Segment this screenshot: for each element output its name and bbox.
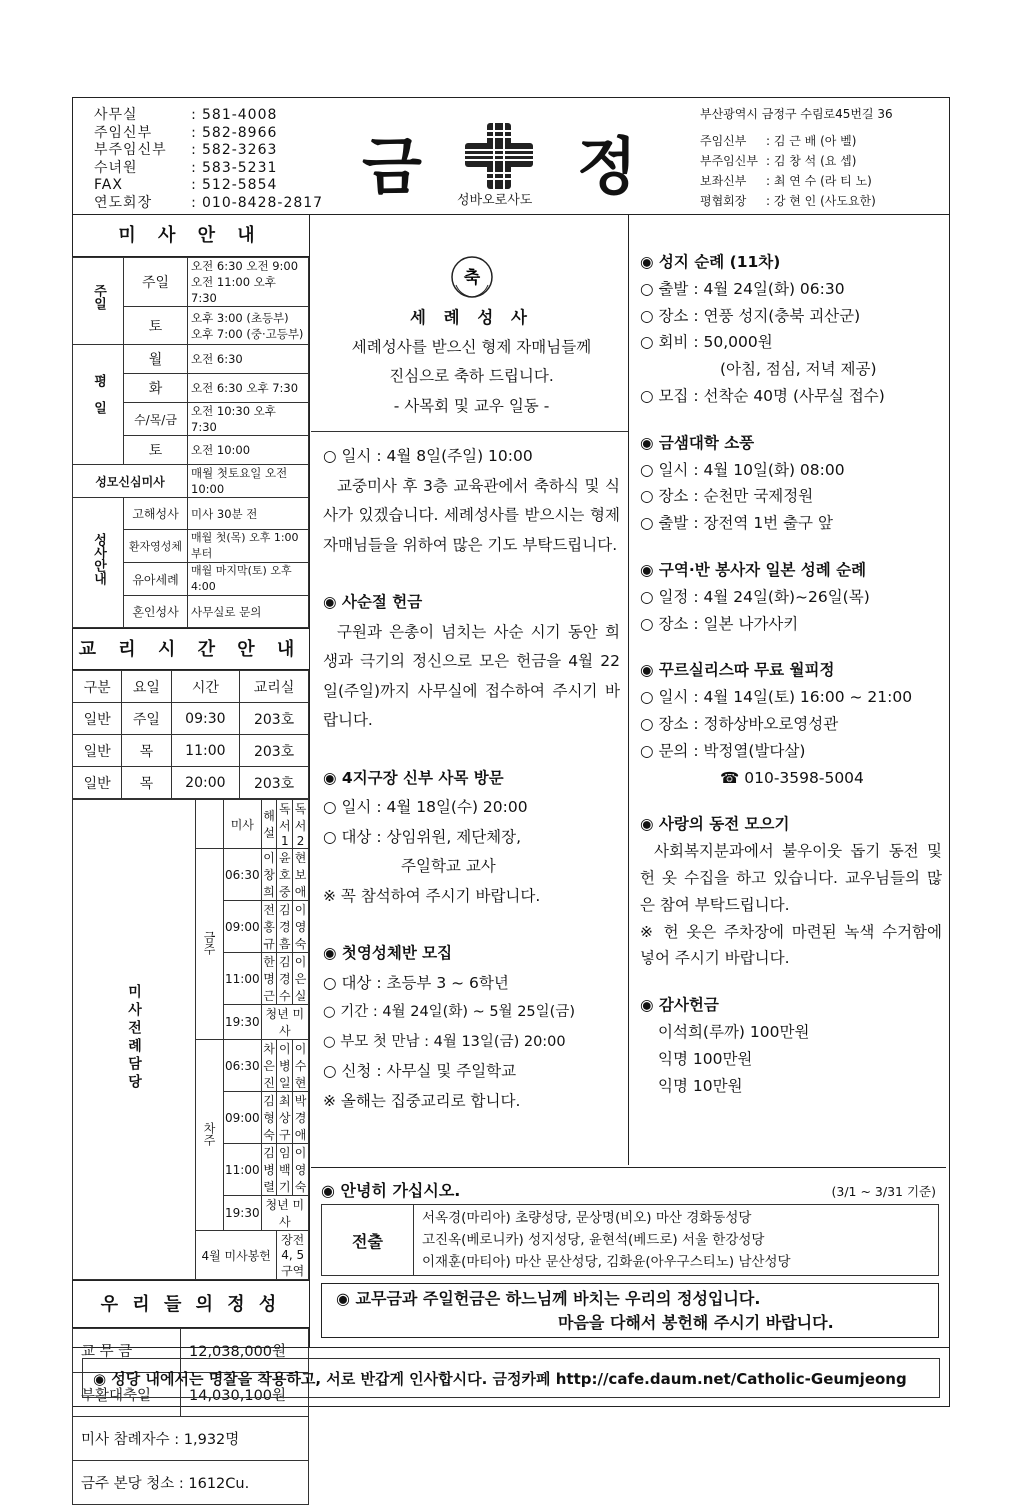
cursillo-phone: ☎ 010-3598-5004 bbox=[720, 768, 864, 787]
contact-row bbox=[94, 107, 323, 125]
sacraments-label-text: 성사안내 bbox=[91, 532, 106, 585]
table-cell: 19:30 bbox=[224, 1196, 262, 1231]
sacrament-name: 환자영성체 bbox=[124, 530, 188, 563]
picnic-line: ○ 일시 : 4월 10일(화) 08:00 bbox=[640, 460, 845, 479]
table-row bbox=[73, 258, 309, 307]
picnic-line: ○ 출발 : 장전역 1번 출구 앞 bbox=[640, 514, 833, 533]
offering-notice bbox=[321, 1283, 939, 1338]
badge-text: 축 bbox=[463, 268, 480, 288]
celebration-icon bbox=[450, 255, 494, 299]
table-cell: 203호 bbox=[240, 703, 309, 735]
right-column bbox=[630, 215, 948, 1165]
week-label-text: 금주 bbox=[202, 930, 216, 955]
baptism-title: 세 례 성 사 bbox=[410, 308, 533, 327]
footer bbox=[72, 1347, 950, 1407]
header-cell: 독서1 bbox=[277, 800, 293, 849]
cursillo-line: ○ 장소 : 정하상바오로영성관 bbox=[640, 714, 839, 733]
cursillo-line: ○ 문의 : 박정열(발다살) bbox=[640, 741, 806, 760]
transfer-label: 전출 bbox=[322, 1205, 414, 1275]
mass-guide-title: 미 사 안 내 bbox=[72, 215, 309, 257]
communion-line: ○ 대상 : 초등부 3 ~ 6학년 bbox=[323, 973, 509, 992]
coin-drive-note: ※ 헌 옷은 주차장에 마련된 녹색 수거함에 넣어 주시기 바랍니다. bbox=[640, 922, 942, 968]
pilgrimage-line: ○ 장소 : 연풍 성지(충북 괴산군) bbox=[640, 306, 861, 325]
sunday-label-text: 주일 bbox=[91, 284, 106, 310]
table-row bbox=[73, 1461, 309, 1505]
table-cell: 06:30 bbox=[224, 1040, 262, 1092]
table-row bbox=[73, 1417, 309, 1461]
day-cell: 월 bbox=[124, 345, 188, 374]
visit-line: ○ 대상 : 상임위원, 제단체장, bbox=[323, 827, 522, 846]
sacraments-label bbox=[73, 498, 124, 628]
time-cell: 오전 10:00 bbox=[188, 436, 309, 465]
colon: : bbox=[191, 177, 197, 193]
lent-offering-body: 구원과 은총이 넘치는 사순 시기 동안 희생과 극기의 정신으로 모은 헌금을 4월 22일(주일)까지 사무실에 접수하여 주시기 바랍니다. bbox=[323, 622, 620, 729]
contact-value: 010-8428-2817 bbox=[202, 194, 324, 211]
table-cell: 청년 미사 bbox=[261, 1005, 308, 1040]
transfer-box bbox=[321, 1204, 939, 1276]
mass-schedule-table bbox=[72, 257, 309, 628]
colon: : bbox=[191, 142, 197, 158]
picnic-line: ○ 장소 : 순천만 국제정원 bbox=[640, 487, 814, 506]
colon: : bbox=[191, 194, 197, 211]
time-cell: 오전 6:30 오후 7:30 bbox=[188, 374, 309, 403]
contact-label: 부주임신부 bbox=[94, 142, 167, 158]
staff-value: : 최 연 수 (라 티 노) bbox=[766, 174, 872, 188]
staff-value: : 김 창 석 (요 셉) bbox=[766, 154, 857, 168]
time-cell bbox=[188, 258, 309, 307]
communion-line: ○ 기간 : 4월 24일(화) ~ 5월 25일(금) bbox=[323, 1004, 575, 1020]
header-cell: 독서2 bbox=[293, 800, 309, 849]
table-cell: 일반 bbox=[73, 767, 122, 799]
table-cell: 이창희 bbox=[261, 849, 277, 901]
parish-address: 부산광역시 금정구 수림로45번길 36 bbox=[700, 107, 893, 121]
table-cell: 최상구 bbox=[277, 1092, 293, 1144]
farewell-date: (3/1 ~ 3/31 기준) bbox=[831, 1184, 936, 1199]
lent-offering-title: ◉ 사순절 헌금 bbox=[323, 593, 423, 611]
coin-drive-title: ◉ 사랑의 동전 모으기 bbox=[640, 815, 790, 834]
pilgrimage-line: (아침, 점심, 저녁 제공) bbox=[720, 360, 877, 379]
table-cell: 11:00 bbox=[224, 1144, 262, 1196]
sacrament-time: 매월 첫(목) 오후 1:00부터 bbox=[188, 530, 309, 563]
table-cell: 이은실 bbox=[293, 953, 309, 1005]
table-cell: 19:30 bbox=[224, 1005, 262, 1040]
baptism-line: 진심으로 축하 드립니다. bbox=[389, 367, 554, 385]
time-line: 오후 3:00 (초등부) bbox=[191, 310, 289, 325]
table-cell: 차은진 bbox=[261, 1040, 277, 1092]
offerings-title: 우 리 들 의 정 성 bbox=[72, 1280, 309, 1328]
japan-line: ○ 일정 : 4월 24일(화)~26일(목) bbox=[640, 587, 870, 606]
time-cell: 오전 6:30 bbox=[188, 345, 309, 374]
contact-row bbox=[94, 177, 323, 195]
staff-row bbox=[700, 131, 876, 151]
visit-title: ◉ 4지구장 신부 사목 방문 bbox=[323, 768, 504, 787]
divider bbox=[311, 431, 628, 432]
table-cell: 이병일 bbox=[277, 1040, 293, 1092]
contact-label: 주임신부 bbox=[94, 124, 153, 141]
offering-label: 교 무 금 bbox=[73, 1329, 181, 1373]
visit-line: 주일학교 교사 bbox=[401, 857, 496, 875]
contact-value: 582-3263 bbox=[202, 142, 278, 158]
table-cell: 이영숙 bbox=[293, 1144, 309, 1196]
time-line: 오후 7:00 (중·고등부) bbox=[191, 326, 304, 341]
baptism-body: 교중미사 후 3층 교육관에서 축하식 및 식사가 있겠습니다. 세례성사를 받으시는 형제 자매님들을 위하여 많은 기도 부탁드립니다. bbox=[323, 476, 620, 554]
staff-label: 보좌신부 bbox=[700, 174, 747, 188]
thanks-offering-title: ◉ 감사헌금 bbox=[640, 996, 719, 1015]
corner-cell bbox=[196, 800, 224, 849]
left-column bbox=[72, 215, 310, 1492]
offering-value: 14,030,100원 bbox=[181, 1373, 309, 1417]
day-cell: 토 bbox=[124, 436, 188, 465]
contact-label: 연도회장 bbox=[94, 194, 153, 211]
header-cell: 교리실 bbox=[240, 671, 309, 703]
table-cell: 09:30 bbox=[171, 703, 240, 735]
contact-label: 수녀원 bbox=[94, 159, 138, 176]
visit-line: ※ 꼭 참석하여 주시기 바랍니다. bbox=[323, 886, 541, 905]
pilgrimage-line: ○ 모집 : 선착순 40명 (사무실 접수) bbox=[640, 386, 885, 405]
table-cell: 11:00 bbox=[171, 735, 240, 767]
table-cell: 한명근 bbox=[261, 953, 277, 1005]
visit-line: ○ 일시 : 4월 18일(수) 20:00 bbox=[323, 798, 528, 816]
communion-line: ※ 올해는 집중교리로 합니다. bbox=[323, 1091, 521, 1110]
colon: : bbox=[191, 107, 197, 123]
colon: : bbox=[191, 159, 197, 176]
footer-notice: ◉ 성당 내에서는 명찰을 착용하고, 서로 반갑게 인사합시다. 금정카페 http://cafe.daum.net/Catholic-Geumjeong bbox=[82, 1358, 940, 1398]
staff-row bbox=[700, 171, 876, 191]
time-cell bbox=[188, 307, 309, 345]
cleaning-duty: 금주 본당 청소 : 1612Cu. bbox=[73, 1461, 309, 1505]
contact-list bbox=[94, 107, 323, 212]
parish-name: 성바오로사도 bbox=[457, 193, 533, 208]
thanks-line: 익명 10만원 bbox=[658, 1076, 743, 1095]
sacrament-time: 사무실로 문의 bbox=[188, 596, 309, 628]
table-cell: 09:00 bbox=[224, 1092, 262, 1144]
contact-value: 512-5854 bbox=[202, 177, 278, 193]
sacrament-name: 고해성사 bbox=[124, 498, 188, 530]
cursillo-line: ○ 일시 : 4월 14일(토) 16:00 ~ 21:00 bbox=[640, 688, 913, 707]
staff-row bbox=[700, 191, 876, 211]
header-cell: 미사 bbox=[224, 800, 262, 849]
staff-label: 평협회장 bbox=[700, 194, 747, 208]
table-row bbox=[73, 703, 309, 735]
table-cell: 청년 미사 bbox=[261, 1196, 308, 1231]
farewell-title: ◉ 안녕히 가십시오. bbox=[321, 1181, 461, 1200]
contact-row bbox=[94, 195, 323, 213]
sunday-label bbox=[73, 258, 124, 345]
contact-row bbox=[94, 142, 323, 160]
japan-line: ○ 장소 : 일본 나가사키 bbox=[640, 614, 799, 633]
contact-value: 583-5231 bbox=[202, 159, 278, 176]
baptism-line: - 사목회 및 교우 일동 - bbox=[393, 396, 550, 415]
communion-line: ○ 부모 첫 만남 : 4월 13일(금) 20:00 bbox=[323, 1033, 566, 1050]
staff-label: 부주임신부 bbox=[700, 154, 758, 168]
table-cell: 203호 bbox=[240, 735, 309, 767]
sacrament-time: 매월 마지막(토) 오후 4:00 bbox=[188, 563, 309, 596]
holy-mother-time: 매월 첫토요일 오전 10:00 bbox=[188, 465, 309, 498]
transfer-line: 고진옥(베로니카) 성지성당, 윤현석(베드로) 서울 한강성당 bbox=[422, 1232, 765, 1248]
contact-value: 581-4008 bbox=[202, 107, 278, 123]
notice-line: ◉ 교무금과 주일헌금은 하느님께 바치는 우리의 정성입니다. bbox=[336, 1289, 761, 1308]
cursillo-title: ◉ 꾸르실리스따 무료 월피정 bbox=[640, 661, 835, 680]
contact-row bbox=[94, 160, 323, 178]
staff-value: : 강 현 인 (사도요한) bbox=[766, 194, 876, 208]
title-char-right: 정 bbox=[577, 130, 637, 203]
weekday-label-text: 평일 bbox=[91, 373, 106, 428]
table-cell: 김경수 bbox=[277, 953, 293, 1005]
table-cell: 목 bbox=[122, 735, 171, 767]
transfer-list bbox=[414, 1205, 799, 1275]
catechism-title: 교 리 시 간 안 내 bbox=[72, 628, 309, 670]
table-cell: 김병렬 bbox=[261, 1144, 277, 1196]
table-row bbox=[73, 767, 309, 799]
table-cell: 목 bbox=[122, 767, 171, 799]
picnic-title: ◉ 금샘대학 소풍 bbox=[640, 433, 755, 452]
pilgrimage-line: ○ 회비 : 50,000원 bbox=[640, 333, 773, 352]
contact-row bbox=[94, 125, 323, 143]
table-cell: 203호 bbox=[240, 767, 309, 799]
sacrament-time: 미사 30분 전 bbox=[188, 498, 309, 530]
table-cell: 윤호중 bbox=[277, 849, 293, 901]
staff-list bbox=[700, 131, 876, 211]
time-cell: 오전 10:30 오후 7:30 bbox=[188, 403, 309, 436]
table-cell: 20:00 bbox=[171, 767, 240, 799]
staff-row bbox=[700, 151, 876, 171]
header-cell: 해설 bbox=[261, 800, 277, 849]
duty-side-label bbox=[73, 800, 196, 1280]
contact-value: 582-8966 bbox=[202, 124, 278, 141]
table-cell: 박경애 bbox=[293, 1092, 309, 1144]
holy-mother-label: 성모신심미사 bbox=[73, 465, 188, 498]
coin-drive-body: 사회복지분과에서 불우이웃 돕기 동전 및 헌 옷 수집을 하고 있습니다. 교우님들의 많은 참여 부탁드립니다. bbox=[640, 842, 942, 914]
thanks-line: 익명 100만원 bbox=[658, 1049, 753, 1068]
middle-column bbox=[311, 215, 629, 1165]
table-cell: 11:00 bbox=[224, 953, 262, 1005]
cross-logo-icon bbox=[465, 123, 533, 189]
bulletin-title bbox=[362, 117, 652, 212]
table-cell: 주일 bbox=[122, 703, 171, 735]
table-cell: 이수현 bbox=[293, 1040, 309, 1092]
table-header-row bbox=[73, 671, 309, 703]
table-cell: 4월 미사봉헌 bbox=[196, 1231, 277, 1280]
sacrament-name: 혼인성사 bbox=[124, 596, 188, 628]
title-char-left: 금 bbox=[362, 130, 422, 203]
week-label-text: 차주 bbox=[202, 1121, 216, 1146]
table-header-row bbox=[73, 800, 309, 849]
masthead bbox=[72, 97, 950, 215]
week-label bbox=[196, 849, 224, 1040]
contact-label: FAX bbox=[94, 177, 123, 193]
table-cell: 06:30 bbox=[224, 849, 262, 901]
first-communion-title: ◉ 첫영성체반 모집 bbox=[323, 944, 453, 962]
day-cell: 주일 bbox=[124, 258, 188, 307]
staff-value: : 김 근 배 (아 벨) bbox=[766, 134, 857, 148]
time-line: 오전 6:30 오전 9:00 bbox=[191, 259, 299, 273]
table-cell: 장전4, 5구역 bbox=[277, 1231, 309, 1280]
table-row bbox=[73, 498, 309, 530]
table-cell: 임백기 bbox=[277, 1144, 293, 1196]
header-cell: 구분 bbox=[73, 671, 122, 703]
table-cell: 현보애 bbox=[293, 849, 309, 901]
table-cell: 이영숙 bbox=[293, 901, 309, 953]
notice-line: 마음을 다해서 봉헌해 주시기 바랍니다. bbox=[558, 1313, 834, 1332]
table-cell: 김형숙 bbox=[261, 1092, 277, 1144]
thanks-line: 이석희(루까) 100만원 bbox=[658, 1022, 810, 1041]
header-cell: 요일 bbox=[122, 671, 171, 703]
pilgrimage-line: ○ 출발 : 4월 24일(화) 06:30 bbox=[640, 279, 845, 298]
contact-label: 사무실 bbox=[94, 107, 138, 123]
week-label bbox=[196, 1040, 224, 1231]
farewell-section bbox=[311, 1167, 946, 1347]
colon: : bbox=[191, 124, 197, 141]
day-cell: 화 bbox=[124, 374, 188, 403]
duty-side-label-text: 미사전례담당 bbox=[126, 983, 142, 1092]
baptism-line: 세례성사를 받으신 형제 자매님들께 bbox=[351, 337, 592, 356]
transfer-line: 이재훈(마티아) 마산 문산성당, 김화윤(아우구스티노) 남산성당 bbox=[422, 1254, 791, 1270]
table-cell: 09:00 bbox=[224, 901, 262, 953]
table-cell: 김경흠 bbox=[277, 901, 293, 953]
sacrament-name: 유아세례 bbox=[124, 563, 188, 596]
table-cell: 전홍규 bbox=[261, 901, 277, 953]
celebration-badge bbox=[323, 215, 620, 295]
japan-pilgrimage-title: ◉ 구역·반 봉사자 일본 성례 순례 bbox=[640, 560, 867, 579]
table-cell: 일반 bbox=[73, 703, 122, 735]
header-cell: 시간 bbox=[171, 671, 240, 703]
pilgrimage-title: ◉ 성지 순례 (11차) bbox=[640, 253, 781, 271]
baptism-date: ○ 일시 : 4월 8일(주일) 10:00 bbox=[323, 447, 533, 465]
transfer-line: 서옥경(마리아) 초량성당, 문상명(비오) 마산 경화동성당 bbox=[422, 1210, 752, 1226]
table-row bbox=[73, 345, 309, 374]
table-cell: 일반 bbox=[73, 735, 122, 767]
table-row bbox=[73, 735, 309, 767]
time-line: 오전 11:00 오후 7:30 bbox=[191, 275, 276, 305]
table-row bbox=[73, 465, 309, 498]
liturgy-duty-table bbox=[72, 799, 309, 1280]
offering-value: 12,038,000원 bbox=[181, 1329, 309, 1373]
weekday-label bbox=[73, 345, 124, 465]
communion-line: ○ 신청 : 사무실 및 주일학교 bbox=[323, 1062, 517, 1080]
day-cell: 수/목/금 bbox=[124, 403, 188, 436]
offering-label: 부활대축일 bbox=[73, 1373, 181, 1417]
day-cell: 토 bbox=[124, 307, 188, 345]
staff-label: 주임신부 bbox=[700, 134, 747, 148]
catechism-table bbox=[72, 670, 309, 799]
attendance: 미사 참례자수 : 1,932명 bbox=[73, 1417, 309, 1461]
